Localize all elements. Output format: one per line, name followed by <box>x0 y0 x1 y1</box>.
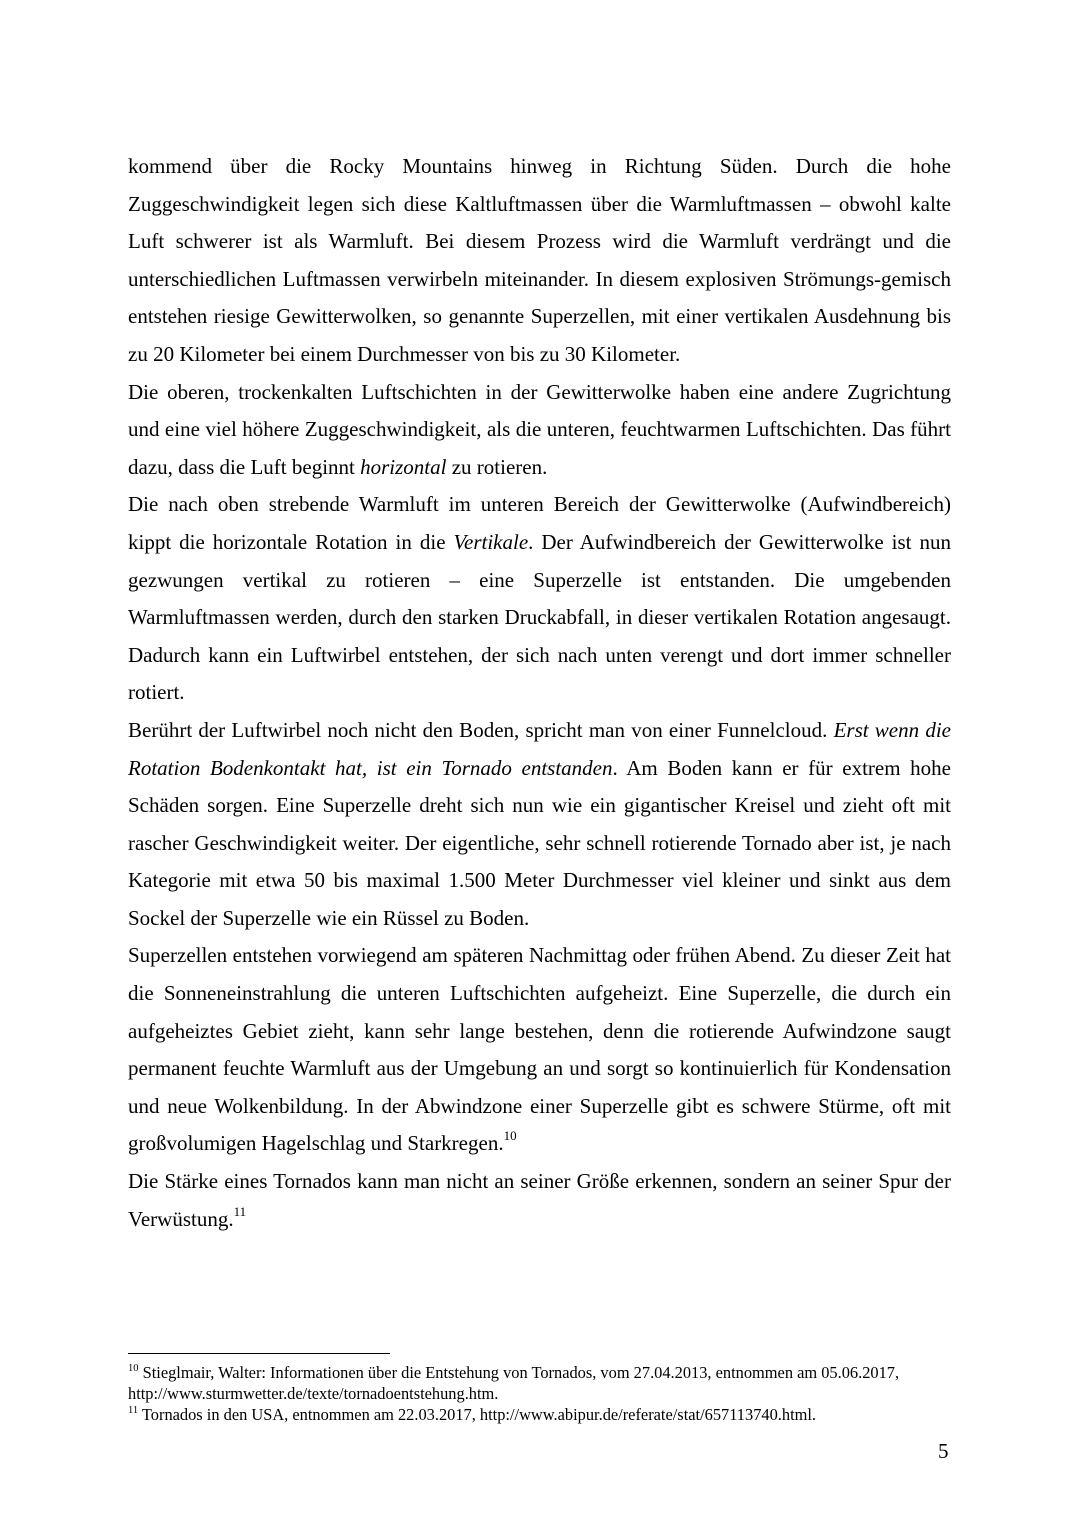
paragraph-text: Superzellen entstehen vorwiegend am späteren Nachmittag oder frühen Abend. Zu dieser Zeit hat die Sonneneinstrahlung die unteren Luftschichten aufgeheizt. Eine Superzelle, die durch ein aufgeheiztes Gebiet zieht, kann sehr lange bestehen, denn die rotierende Aufwindzone saugt permanent feuchte Warmluft aus der Umgebung an und sorgt so kontinuierlich für Kondensation und neue Wolkenbildung. In der Abwindzone einer Superzelle gibt es schwere Stürme, oft mit großvolumigen Hagelschlag und Starkregen. <box>128 943 951 1156</box>
paragraph <box>128 1163 951 1238</box>
body-text <box>128 148 951 1238</box>
footnote-text: Tornados in den USA, entnommen am 22.03.2017, http://www.abipur.de/referate/stat/657113740.html. <box>138 1405 817 1424</box>
footnote-reference[interactable]: 11 <box>233 1203 247 1219</box>
paragraph-text: kommend über die Rocky Mountains hinweg in Richtung Süden. Durch die hohe Zuggeschwindigkeit legen sich diese Kaltluftmassen über die Warmluftmassen – obwohl kalte Luft schwerer ist als Warmluft. Bei diesem Prozess wird die Warmluft verdrängt und die unterschiedlichen Luftmassen verwirbeln miteinander. In diesem explosiven Strömungs-gemisch entstehen riesige Gewitterwolken, so genannte Superzellen, mit einer vertikalen Ausdehnung bis zu 20 Kilometer bei einem Durchmesser von bis zu 30 Kilometer. <box>128 154 951 366</box>
emphasis-text: horizontal <box>360 454 447 479</box>
paragraph <box>128 712 951 938</box>
footnote <box>128 1404 951 1425</box>
paragraph <box>128 937 951 1163</box>
footnote-reference[interactable]: 10 <box>503 1128 517 1144</box>
paragraph <box>128 148 951 374</box>
footnote-number: 10 <box>128 1362 139 1374</box>
paragraph <box>128 486 951 712</box>
paragraph-text: Die oberen, trockenkalten Luftschichten in der Gewitterwolke haben eine andere Zugrichtung und eine viel höhere Zuggeschwindigkeit, als die unteren, feuchtwarmen Luftschichten. Das führt dazu, dass die Luft beginnt <box>128 379 951 479</box>
paragraph-text: zu rotieren. <box>446 454 548 479</box>
paragraph-text: Berührt der Luftwirbel noch nicht den Boden, spricht man von einer Funnelcloud. <box>128 717 834 742</box>
paragraph <box>128 374 951 487</box>
paragraph-text: Die nach oben strebende Warmluft im unteren Bereich der Gewitterwolke (Aufwindbereich) kippt die horizontale Rotation in die <box>128 492 951 554</box>
paragraph-text: . Am Boden kann er für extrem hohe Schäden sorgen. Eine Superzelle dreht sich nun wie ein gigantischer Kreisel und zieht oft mit rascher Geschwindigkeit weiter. Der eigentliche, sehr schnell rotierende Tornado aber ist, je nach Kategorie mit etwa 50 bis maximal 1.500 Meter Durchmesser viel kleiner und sinkt aus dem Sockel der Superzelle wie ein Rüssel zu Boden. <box>128 755 951 930</box>
paragraph-text: . Der Aufwindbereich der Gewitterwolke ist nun gezwungen vertikal zu rotieren – eine Superzelle ist entstanden. Die umgebenden Warmluftmassen werden, durch den starken Druckabfall, in dieser vertikalen Rotation angesaugt. Dadurch kann ein Luftwirbel entstehen, der sich nach unten verengt und dort immer schneller rotiert. <box>128 529 951 705</box>
page-number: 5 <box>938 1439 949 1463</box>
footnote-number: 11 <box>128 1404 139 1416</box>
paragraph-text: Die Stärke eines Tornados kann man nicht an seiner Größe erkennen, sondern an seiner Spur der Verwüstung. <box>128 1169 951 1231</box>
footnote <box>128 1362 951 1404</box>
footnotes <box>128 1362 951 1425</box>
emphasis-text: Vertikale <box>453 529 529 554</box>
footnote-separator <box>128 1353 390 1354</box>
footnote-text: Stieglmair, Walter: Informationen über die Entstehung von Tornados, vom 27.04.2013, entnommen am 05.06.2017, http://www.sturmwetter.de/texte/tornadoentstehung.htm. <box>128 1363 900 1403</box>
emphasis-text: Erst wenn die Rotation Bodenkontakt hat, ist ein Tornado entstanden <box>128 717 951 780</box>
